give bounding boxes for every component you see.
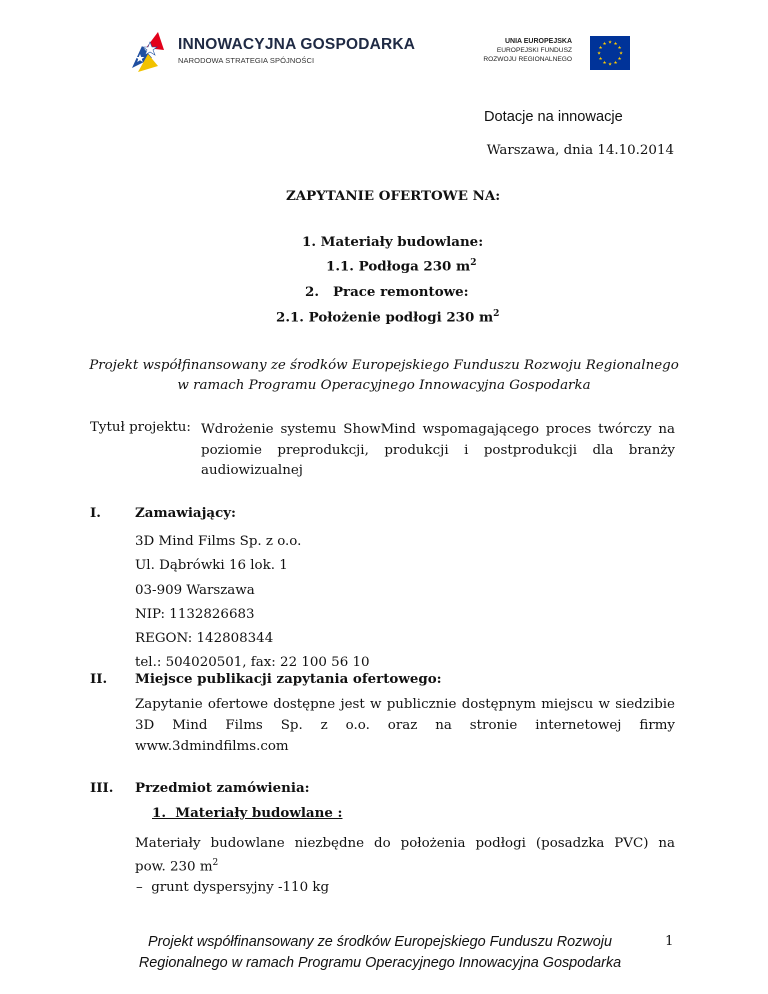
project-line-2: poziomie preprodukcji, produkcji i postprodukcji dla branży (201, 442, 675, 458)
date-line: Warszawa, dnia 14.10.2014 (486, 143, 674, 158)
innowacyjna-gospodarka-logo (128, 28, 416, 76)
ig-logo-title: INNOWACYJNA GOSPODARKA (178, 36, 416, 53)
svg-text:★: ★ (617, 57, 622, 63)
title-item-2-1 (276, 309, 499, 325)
section-2-heading: Miejsce publikacji zapytania ofertowego: (135, 671, 442, 687)
unia-europejska-logo (478, 36, 630, 70)
section-2-line-3: www.3dmindfilms.com (135, 739, 289, 754)
project-line-3: audiowizualnej (201, 463, 303, 478)
svg-text:★: ★ (613, 61, 618, 67)
title-item-2-1-text: 2.1. Położenie podłogi 230 m (276, 309, 494, 326)
footer-line-1: Projekt współfinansowany ze środków Europejskiego Funduszu Rozwoju (148, 934, 612, 950)
title-item-2-1-sup: 2 (493, 309, 500, 319)
section-2-numeral: II. (90, 671, 108, 687)
section-1-address (135, 530, 370, 676)
footer-note (100, 932, 660, 974)
svg-text:★: ★ (607, 62, 613, 68)
section-2-line-2: 3D Mind Films Sp. z o.o. oraz na stronie internetowej firmy (135, 718, 675, 733)
svg-text:★: ★ (617, 46, 622, 52)
ue-line3: ROZWOJU REGIONALNEGO (483, 56, 572, 63)
ue-line1: UNIA EUROPEJSKA (504, 38, 572, 45)
svg-text:★: ★ (618, 51, 624, 57)
section-3-desc-line-2-text: pow. 230 m (135, 858, 213, 874)
section-3-subheading: 1. Materiały budowlane : (152, 805, 343, 821)
svg-text:★: ★ (596, 51, 602, 57)
project-label: Tytuł projektu: (90, 420, 191, 435)
section-3-desc-line-2 (135, 854, 675, 877)
ig-logo-subtitle: NARODOWA STRATEGIA SPÓJNOŚCI (178, 56, 315, 65)
svg-text:★: ★ (598, 46, 603, 52)
page-title: ZAPYTANIE OFERTOWE NA: (286, 188, 501, 204)
ue-logo-text (483, 37, 572, 64)
address-line: REGON: 142808344 (135, 631, 274, 647)
cofinance-note (60, 356, 708, 396)
section-2-body (135, 694, 675, 757)
section-1-heading: Zamawiający: (135, 505, 236, 521)
svg-text:★: ★ (613, 42, 618, 48)
section-3-heading: Przedmiot zamówienia: (135, 780, 310, 796)
title-item-1-1 (326, 258, 476, 274)
ig-emblem-icon (128, 28, 174, 76)
section-1-numeral: I. (90, 505, 101, 521)
title-item-1-1-sup: 2 (470, 258, 477, 268)
project-title (201, 420, 675, 482)
section-3-description (135, 834, 675, 876)
footer-line-2: Regionalnego w ramach Programu Operacyjnego Innowacyjna Gospodarka (138, 955, 622, 971)
section-3-desc-line-1: Materiały budowlane niezbędne do położenia podłogi (posadzka PVC) na (135, 836, 675, 851)
svg-text:★: ★ (598, 57, 603, 63)
eu-flag-icon (590, 36, 630, 70)
svg-text:★: ★ (607, 40, 613, 46)
address-line: 3D Mind Films Sp. z o.o. (135, 534, 302, 549)
cofinance-line-2: w ramach Programu Operacyjnego Innowacyjna Gospodarka (177, 378, 591, 393)
address-line: tel.: 504020501, fax: 22 100 56 10 (135, 655, 370, 671)
svg-text:★: ★ (602, 61, 607, 67)
title-item-1: 1. Materiały budowlane: (302, 234, 484, 250)
section-3-desc-sup: 2 (212, 857, 219, 868)
title-item-1-1-text: 1.1. Podłoga 230 m (326, 258, 471, 275)
project-line-1: Wdrożenie systemu ShowMind wspomagającego proces twórczy na (201, 422, 675, 437)
address-line: NIP: 1132826683 (135, 606, 255, 622)
address-line: Ul. Dąbrówki 16 lok. 1 (135, 558, 288, 574)
address-line: 03-909 Warszawa (135, 582, 255, 598)
section-3-bullet-1: – grunt dyspersyjny -110 kg (136, 880, 330, 895)
section-3-numeral: III. (90, 780, 114, 796)
section-2-line-1: Zapytanie ofertowe dostępne jest w publicznie dostępnym miejscu w siedzibie (135, 697, 675, 712)
tagline: Dotacje na innowacje (484, 109, 623, 125)
ue-line2: EUROPEJSKI FUNDUSZ (496, 47, 572, 54)
title-item-2: 2. Prace remontowe: (305, 284, 469, 300)
page-number: 1 (665, 934, 674, 949)
svg-text:★: ★ (602, 42, 607, 48)
cofinance-line-1: Projekt współfinansowany ze środków Europejskiego Funduszu Rozwoju Regionalnego (89, 358, 679, 373)
